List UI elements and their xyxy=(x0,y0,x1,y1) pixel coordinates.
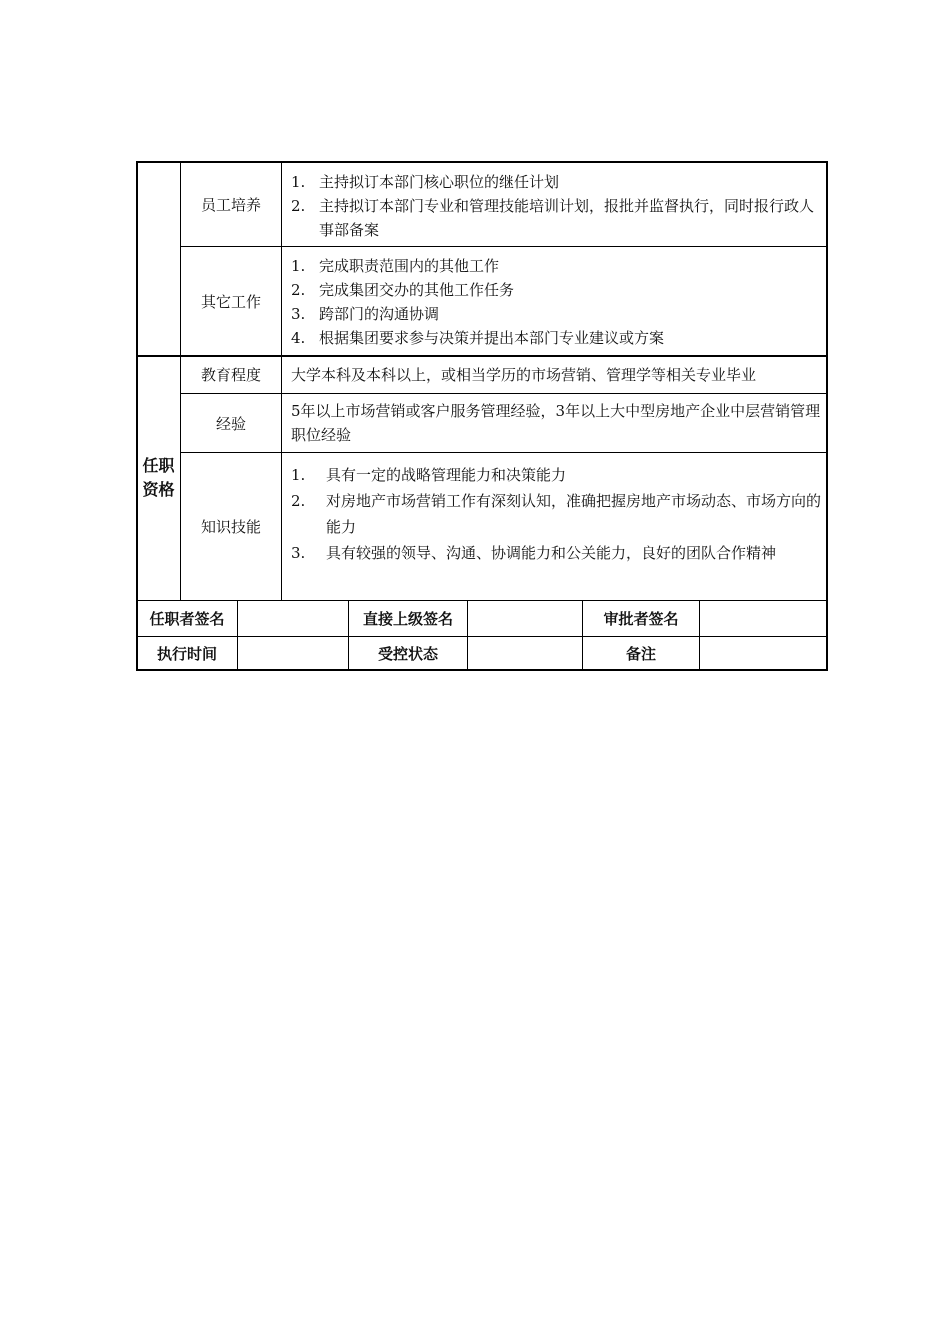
list-number: 1. xyxy=(291,257,306,275)
holder-sign-field[interactable] xyxy=(238,601,348,636)
supervisor-sign-label: 直接上级签名 xyxy=(362,610,453,628)
experience-content xyxy=(291,399,824,447)
list-text: 主持拟订本部门核心职位的继任计划 xyxy=(319,173,560,191)
control-status-field[interactable] xyxy=(468,637,582,670)
list-text: 跨部门的沟通协调 xyxy=(319,305,440,323)
list-item xyxy=(291,170,824,194)
list-item xyxy=(291,194,824,242)
divider xyxy=(281,161,282,600)
education-content xyxy=(291,363,824,387)
education-label: 教育程度 xyxy=(200,366,261,384)
list-number: 4. xyxy=(291,329,306,347)
list-number: 3. xyxy=(291,305,306,323)
list-item xyxy=(291,278,824,302)
list-number: 2. xyxy=(291,281,306,299)
other-work-content xyxy=(291,254,824,350)
list-text: 具有较强的领导、沟通、协调能力和公关能力，良好的团队合作精神 xyxy=(326,544,777,562)
list-text: 完成集团交办的其他工作任务 xyxy=(319,281,515,299)
list-number: 2. xyxy=(291,197,306,215)
list-number: 2. xyxy=(291,492,306,510)
exec-time-field[interactable] xyxy=(238,637,348,670)
exec-time-label: 执行时间 xyxy=(156,645,217,663)
qualification-section-text: 任职资格 xyxy=(142,456,175,499)
skills-label: 知识技能 xyxy=(200,518,261,536)
education-text: 大学本科及本科以上，或相当学历的市场营销、管理学等相关专业毕业 xyxy=(291,366,757,384)
list-text: 主持拟订本部门专业和管理技能培训计划，报批并监督执行，同时报行政人事部备案 xyxy=(319,197,815,239)
remarks-field[interactable] xyxy=(700,637,826,670)
list-text: 根据集团要求参与决策并提出本部门专业建议或方案 xyxy=(319,329,665,347)
list-item xyxy=(291,540,821,566)
supervisor-sign-field[interactable] xyxy=(468,601,582,636)
list-item xyxy=(291,302,824,326)
list-item xyxy=(291,488,821,540)
list-item xyxy=(291,462,821,488)
list-number: 1. xyxy=(291,466,306,484)
skills-content xyxy=(291,462,821,566)
list-number: 3. xyxy=(291,544,306,562)
list-text: 对房地产市场营销工作有深刻认知，准确把握房地产市场动态、市场方向的能力 xyxy=(326,492,822,536)
list-item xyxy=(291,254,824,278)
approver-sign-label: 审批者签名 xyxy=(603,610,679,628)
control-status-label: 受控状态 xyxy=(377,645,438,663)
holder-sign-label: 任职者签名 xyxy=(149,610,225,628)
experience-label: 经验 xyxy=(215,414,246,433)
training-label: 员工培养 xyxy=(200,195,261,214)
list-text: 完成职责范围内的其他工作 xyxy=(319,257,500,275)
list-text: 具有一定的战略管理能力和决策能力 xyxy=(326,466,567,484)
remarks-label: 备注 xyxy=(625,645,656,663)
list-item xyxy=(291,326,824,350)
list-number: 1. xyxy=(291,173,306,191)
qualification-section-label xyxy=(137,356,180,600)
approver-sign-field[interactable] xyxy=(700,601,826,636)
experience-text: 5年以上市场营销或客户服务管理经验，3年以上大中型房地产企业中层营销管理职位经验 xyxy=(291,402,821,444)
other-work-label: 其它工作 xyxy=(200,292,261,311)
training-content xyxy=(291,170,824,242)
